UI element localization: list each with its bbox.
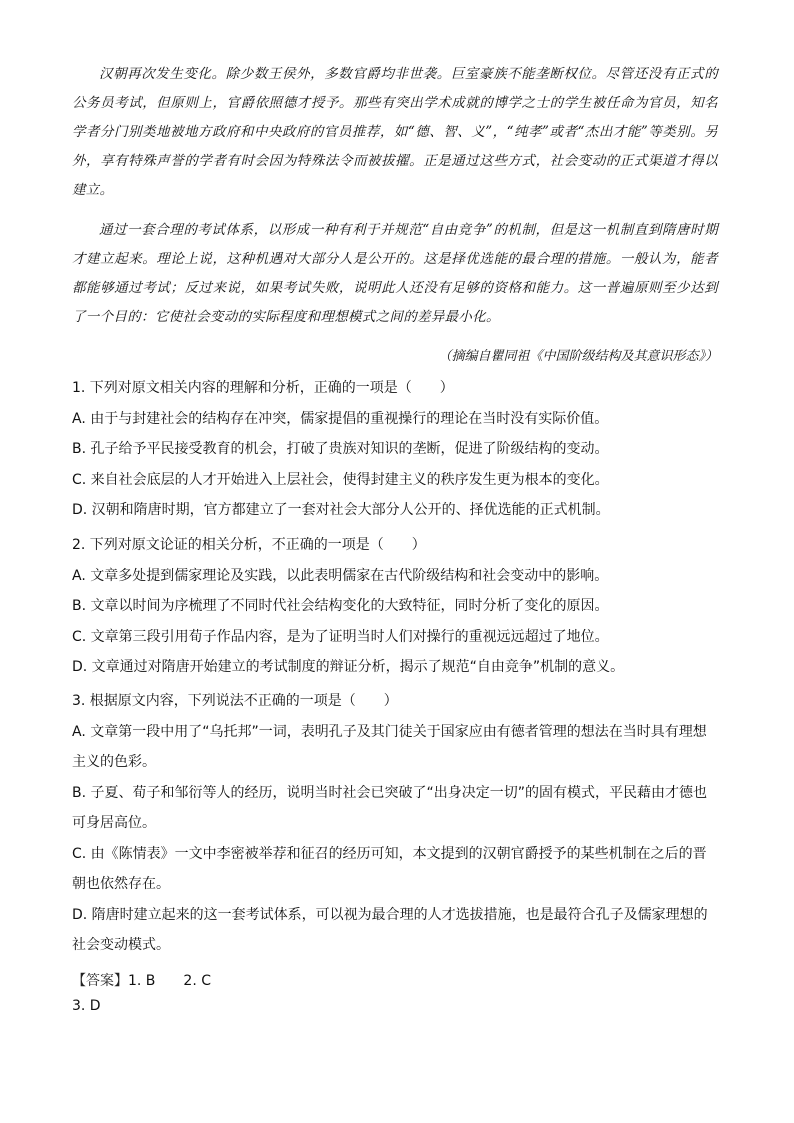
option-d: D. 文章通过对隋唐开始建立的考试制度的辩证分析，揭示了规范“自由竞争”机制的意义。	[72, 659, 625, 675]
question-2	[72, 530, 718, 683]
option-c: C. 来自社会底层的人才开始进入上层社会，使得封建主义的秩序发生更为根本的变化。	[72, 471, 609, 488]
question-stem: 3. 根据原文内容，下列说法不正确的一项是（ ）	[72, 693, 398, 709]
option-c: C. 文章第三段引用荀子作品内容，是为了证明当时人们对操行的重视远远超过了地位。	[72, 628, 609, 645]
option-d: D. 隋唐时建立起来的这一套考试体系，可以视为最合理的人才选拔措施，也是最符合孔子及儒家理想的社会变动模式。	[72, 906, 708, 953]
paragraph-text: 通过一套合理的考试体系，以形成一种有利于并规范“自由竞争”的机制，但是这一机制直到隋唐时期才建立起来。理论上说，这种机遇对大部分人是公开的。这是择优选能的最合理的措施。一般认为，能者都能够通过考试；反过来说，如果考试失败，说明此人还没有足够的资格和能力。这一普遍原则至少达到了一个目的：它使社会变动的实际程度和理想模式之间的差异最小化。	[72, 222, 718, 325]
answer-1: 1. B	[128, 973, 156, 989]
question-stem: 1. 下列对原文相关内容的理解和分析，正确的一项是（ ）	[72, 380, 454, 396]
option-b: B. 文章以时间为序梳理了不同时代社会结构变化的大致特征，同时分析了变化的原因。	[72, 598, 609, 614]
option-d: D. 汉朝和隋唐时期，官方都建立了一套对社会大部分人公开的、择优选能的正式机制。	[72, 502, 610, 518]
answer-tag: 【答案】	[72, 973, 128, 989]
option-a: A. 由于与封建社会的结构存在冲突，儒家提倡的重视操行的理论在当时没有实际价值。	[72, 410, 609, 427]
option-c: C. 由《陈情表》一文中李密被举荐和征召的经历可知，本文提到的汉朝官爵授予的某些机制在之后的晋朝也依然存在。	[72, 845, 707, 892]
passage-paragraph-2	[72, 216, 718, 332]
answer-3: 3. D	[72, 998, 101, 1014]
paragraph-text: 汉朝再次发生变化。除少数王侯外，多数官爵均非世袭。巨室豪族不能垄断权位。尽管还没有正式的公务员考试，但原则上，官爵依照德才授予。那些有突出学术成就的博学之士的学生被任命为官员，知名学者分门别类地被地方政府和中央政府的官员推荐，如“德、智、义”，“纯孝”或者“杰出才能”等类别。另外，享有特殊声誉的学者有时会因为特殊法令而被拔擢。正是通过这些方式，社会变动的正式渠道才得以建立。	[72, 66, 718, 198]
option-a: A. 文章第一段中用了“乌托邦”一词，表明孔子及其门徒关于国家应由有德者管理的想法在当时具有理想主义的色彩。	[72, 723, 707, 770]
question-3	[72, 686, 718, 961]
question-1	[72, 373, 718, 526]
answer-2: 2. C	[183, 973, 212, 989]
option-b: B. 孔子给予平民接受教育的机会，打破了贵族对知识的垄断，促进了阶级结构的变动。	[72, 441, 609, 457]
option-b: B. 子夏、荀子和邹衍等人的经历，说明当时社会已突破了“出身决定一切”的固有模式，平民藉由才德也可身居高位。	[72, 784, 708, 831]
source-citation: （摘编自瞿同祖《中国阶级结构及其意识形态》）	[438, 349, 718, 364]
passage-paragraph-1	[72, 60, 718, 205]
question-stem: 2. 下列对原文论证的相关分析，不正确的一项是（ ）	[72, 537, 426, 553]
answer-line	[72, 966, 211, 997]
option-a: A. 文章多处提到儒家理论及实践，以此表明儒家在古代阶级结构和社会变动中的影响。	[72, 567, 609, 584]
